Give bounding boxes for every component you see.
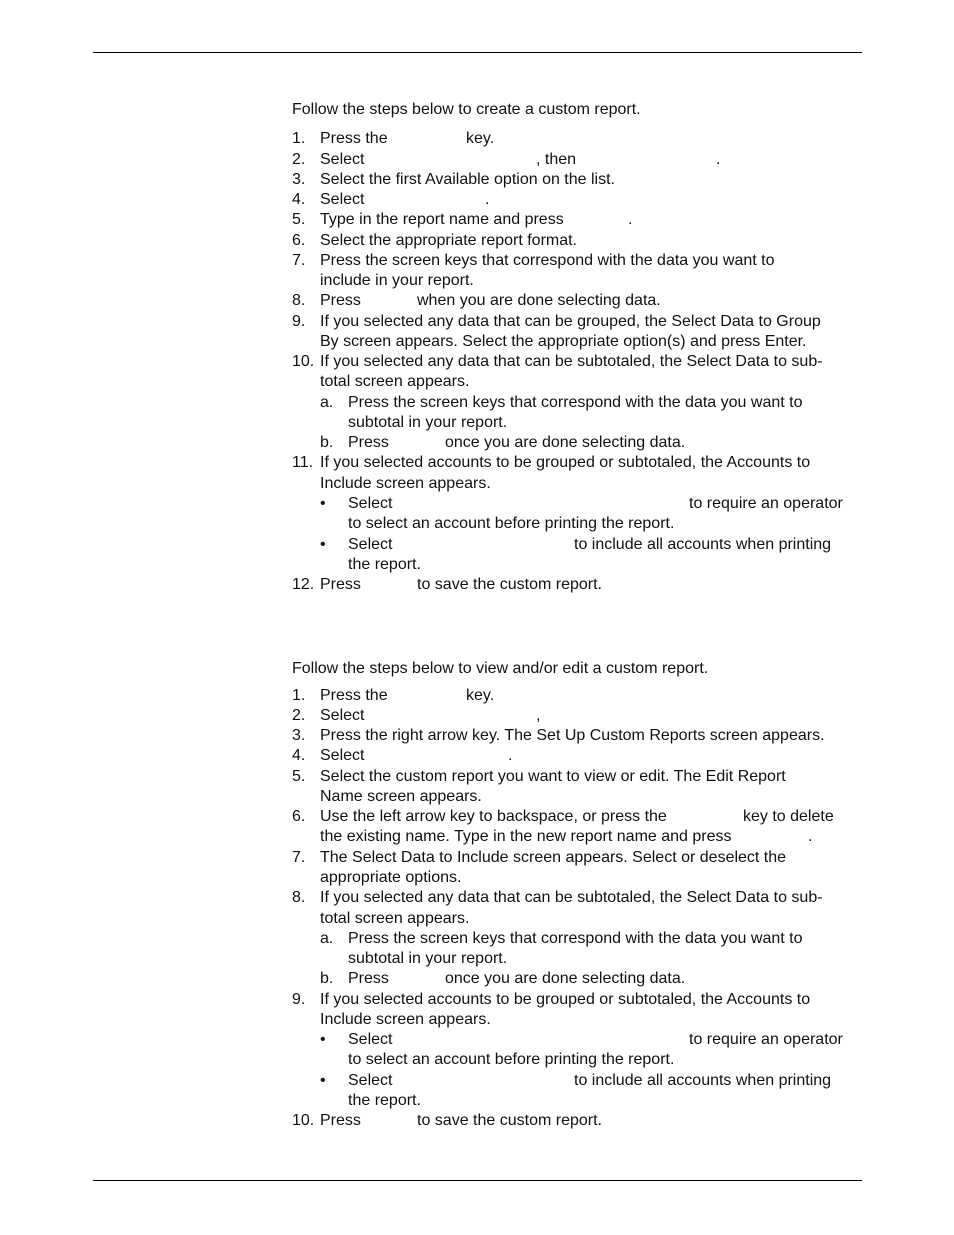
s1-step1-text-a: Press the bbox=[320, 130, 388, 147]
s1-step5-number: 5. bbox=[292, 211, 306, 228]
s2-step2-text-a: Select bbox=[320, 707, 365, 724]
s2-step3-text: Press the right arrow key. The Set Up Custom Reports screen appears. bbox=[320, 727, 825, 744]
s1-step12-text-b: to save the custom report. bbox=[417, 576, 602, 593]
s2-step6-number: 6. bbox=[292, 808, 306, 825]
s1-step7-line1: Press the screen keys that correspond with the data you want to bbox=[320, 252, 775, 269]
section1-intro: Follow the steps below to create a custom report. bbox=[292, 101, 641, 118]
s1-step11-bullet1-marker: • bbox=[320, 495, 326, 512]
s2-step10-text-a: Press bbox=[320, 1112, 361, 1129]
section2-intro: Follow the steps below to view and/or edit a custom report. bbox=[292, 660, 709, 677]
s1-step6-number: 6. bbox=[292, 232, 306, 249]
s1-step11-bullet1-text-b: to require an operator bbox=[689, 495, 843, 512]
s1-step11-line2: Include screen appears. bbox=[320, 475, 491, 492]
s1-step10-sub-b-marker: b. bbox=[320, 434, 334, 451]
s1-step3-text: Select the first Available option on the list. bbox=[320, 171, 615, 188]
s1-step11-bullet1-line2: to select an account before printing the report. bbox=[348, 515, 675, 532]
s1-step8-text-b: when you are done selecting data. bbox=[417, 292, 661, 309]
footer-rule bbox=[93, 1180, 862, 1181]
s1-step10-sub-a-marker: a. bbox=[320, 394, 334, 411]
s2-step6-line2: the existing name. Type in the new report name and press bbox=[320, 828, 732, 845]
s1-step5-text-a: Type in the report name and press bbox=[320, 211, 564, 228]
s1-step10-sub-a-line2: subtotal in your report. bbox=[348, 414, 508, 431]
s2-step10-text-b: to save the custom report. bbox=[417, 1112, 602, 1129]
s2-step9-bullet1-line2: to select an account before printing the report. bbox=[348, 1051, 675, 1068]
s1-step2-text-a: Select bbox=[320, 151, 365, 168]
s1-step11-number: 11. bbox=[292, 454, 314, 471]
s2-step1-text-b: key. bbox=[466, 687, 495, 704]
s2-step7-line2: appropriate options. bbox=[320, 869, 462, 886]
s1-step6-text: Select the appropriate report format. bbox=[320, 232, 578, 249]
s1-step2-text-c: . bbox=[716, 151, 721, 168]
s2-step4-text-a: Select bbox=[320, 747, 365, 764]
s2-step2-text-b: , bbox=[536, 707, 541, 724]
s1-step8-number: 8. bbox=[292, 292, 306, 309]
s1-step11-bullet2-line2: the report. bbox=[348, 556, 421, 573]
s1-step9-line1: If you selected any data that can be grouped, the Select Data to Group bbox=[320, 313, 821, 330]
s1-step10-sub-a-line1: Press the screen keys that correspond with the data you want to bbox=[348, 394, 803, 411]
s1-step10-line2: total screen appears. bbox=[320, 373, 470, 390]
s1-step5-text-b: . bbox=[628, 211, 633, 228]
s1-step12-text-a: Press bbox=[320, 576, 361, 593]
s2-step1-number: 1. bbox=[292, 687, 306, 704]
s1-step10-sub-b-text-b: once you are done selecting data. bbox=[445, 434, 686, 451]
s2-step5-line1: Select the custom report you want to view or edit. The Edit Report bbox=[320, 768, 786, 785]
s2-step8-sub-b-marker: b. bbox=[320, 970, 334, 987]
s2-step4-text-b: . bbox=[508, 747, 513, 764]
s2-step8-sub-b-text-a: Press bbox=[348, 970, 389, 987]
s2-step6-line1: Use the left arrow key to backspace, or press the bbox=[320, 808, 667, 825]
s2-step2-number: 2. bbox=[292, 707, 306, 724]
s2-step9-bullet2-text-a: Select bbox=[348, 1072, 393, 1089]
s1-step4-number: 4. bbox=[292, 191, 306, 208]
s2-step9-line1: If you selected accounts to be grouped or subtotaled, the Accounts to bbox=[320, 991, 811, 1008]
s2-step8-line2: total screen appears. bbox=[320, 910, 470, 927]
s1-step8-text-a: Press bbox=[320, 292, 361, 309]
s2-step7-number: 7. bbox=[292, 849, 306, 866]
s1-step9-number: 9. bbox=[292, 313, 306, 330]
s2-step9-line2: Include screen appears. bbox=[320, 1011, 491, 1028]
s2-step8-line1: If you selected any data that can be subtotaled, the Select Data to sub- bbox=[320, 889, 823, 906]
header-rule bbox=[93, 52, 862, 53]
s2-step3-number: 3. bbox=[292, 727, 306, 744]
s2-step5-number: 5. bbox=[292, 768, 306, 785]
s2-step9-number: 9. bbox=[292, 991, 306, 1008]
s1-step11-bullet2-text-a: Select bbox=[348, 536, 393, 553]
s2-step9-bullet1-text-a: Select bbox=[348, 1031, 393, 1048]
s1-step4-text-a: Select bbox=[320, 191, 365, 208]
s2-step8-sub-a-line2: subtotal in your report. bbox=[348, 950, 508, 967]
s1-step10-sub-b-text-a: Press bbox=[348, 434, 389, 451]
s1-step3-number: 3. bbox=[292, 171, 306, 188]
s2-step9-bullet2-marker: • bbox=[320, 1072, 326, 1089]
s1-step11-bullet2-marker: • bbox=[320, 536, 326, 553]
s1-step7-line2: include in your report. bbox=[320, 272, 474, 289]
s1-step7-number: 7. bbox=[292, 252, 306, 269]
s1-step2-text-b: , then bbox=[536, 151, 577, 168]
s1-step2-number: 2. bbox=[292, 151, 306, 168]
s2-step8-number: 8. bbox=[292, 889, 306, 906]
s1-step9-line2: By screen appears. Select the appropriate option(s) and press Enter. bbox=[320, 333, 807, 350]
s1-step10-line1: If you selected any data that can be subtotaled, the Select Data to sub- bbox=[320, 353, 823, 370]
s2-step6-line1-end: key to delete bbox=[743, 808, 834, 825]
s2-step5-line2: Name screen appears. bbox=[320, 788, 482, 805]
s1-step1-text-b: key. bbox=[466, 130, 495, 147]
s1-step11-line1: If you selected accounts to be grouped or subtotaled, the Accounts to bbox=[320, 454, 811, 471]
s2-step8-sub-b-text-b: once you are done selecting data. bbox=[445, 970, 686, 987]
s1-step10-number: 10. bbox=[292, 353, 315, 370]
s2-step9-bullet2-text-b: to include all accounts when printing bbox=[574, 1072, 832, 1089]
s2-step1-text-a: Press the bbox=[320, 687, 388, 704]
s2-step8-sub-a-line1: Press the screen keys that correspond with the data you want to bbox=[348, 930, 803, 947]
s2-step6-line2-end: . bbox=[808, 828, 813, 845]
s1-step1-number: 1. bbox=[292, 130, 306, 147]
s1-step12-number: 12. bbox=[292, 576, 315, 593]
s1-step4-text-b: . bbox=[485, 191, 490, 208]
s2-step7-line1: The Select Data to Include screen appears. Select or deselect the bbox=[320, 849, 787, 866]
s2-step9-bullet1-text-b: to require an operator bbox=[689, 1031, 843, 1048]
s1-step11-bullet2-text-b: to include all accounts when printing bbox=[574, 536, 832, 553]
s2-step9-bullet2-line2: the report. bbox=[348, 1092, 421, 1109]
s1-step11-bullet1-text-a: Select bbox=[348, 495, 393, 512]
s2-step4-number: 4. bbox=[292, 747, 306, 764]
s2-step8-sub-a-marker: a. bbox=[320, 930, 334, 947]
s2-step10-number: 10. bbox=[292, 1112, 315, 1129]
s2-step9-bullet1-marker: • bbox=[320, 1031, 326, 1048]
